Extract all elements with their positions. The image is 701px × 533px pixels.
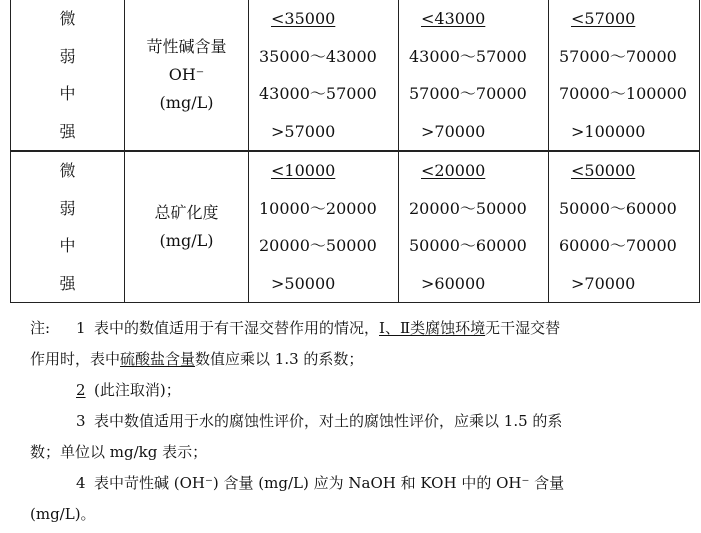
note-number: 2 bbox=[76, 381, 86, 399]
value-cell bbox=[399, 0, 549, 151]
value: <35000 bbox=[271, 9, 336, 28]
level-label: 弱 bbox=[59, 198, 76, 218]
note-text-part: 作用时，表中 bbox=[30, 350, 121, 368]
value: 35000～43000 bbox=[259, 46, 377, 66]
param-unit: (mg/L) bbox=[159, 231, 214, 250]
value: 50000～60000 bbox=[409, 236, 527, 255]
level-cell bbox=[11, 151, 125, 303]
note-4 bbox=[30, 468, 700, 499]
note-text: 数；单位以 mg/kg 表示； bbox=[30, 443, 208, 461]
note-4-continued bbox=[30, 499, 700, 530]
value-cell bbox=[249, 0, 399, 151]
level-cell bbox=[11, 0, 125, 151]
table-section-mineralization bbox=[11, 151, 700, 303]
note-text bbox=[30, 344, 700, 375]
note-2 bbox=[30, 375, 700, 406]
level-label: 中 bbox=[59, 236, 76, 255]
level-label: 强 bbox=[59, 273, 76, 293]
note-number: 3 bbox=[76, 412, 86, 430]
value: <50000 bbox=[571, 161, 636, 180]
value: <57000 bbox=[571, 9, 636, 28]
notes-label: 注: bbox=[30, 319, 51, 337]
note-text: (mg/L)。 bbox=[30, 505, 96, 523]
value-cell bbox=[549, 151, 700, 303]
value-cell bbox=[399, 151, 549, 303]
value-cell bbox=[249, 151, 399, 303]
note-number: 4 bbox=[76, 474, 86, 492]
note-1-continued bbox=[30, 344, 700, 375]
value: <10000 bbox=[271, 161, 336, 180]
value: 10000～20000 bbox=[259, 198, 377, 218]
note-text-underlined: Ⅰ、Ⅱ类腐蚀环境 bbox=[379, 319, 486, 337]
notes-section bbox=[30, 313, 700, 530]
value: >57000 bbox=[271, 121, 336, 141]
param-cell bbox=[125, 151, 249, 303]
note-text-part: 无干湿交替 bbox=[485, 319, 561, 337]
corrosion-table bbox=[10, 0, 700, 303]
value: 57000～70000 bbox=[409, 84, 527, 103]
value: 43000～57000 bbox=[259, 84, 377, 103]
value: >60000 bbox=[421, 273, 486, 293]
note-text: 表中苛性碱 (OH⁻) 含量 (mg/L) 应为 NaOH 和 KOH 中的 OH⁻ 含量 bbox=[94, 474, 565, 492]
level-label: 微 bbox=[59, 9, 76, 28]
value: >50000 bbox=[271, 273, 336, 293]
note-number: 1 bbox=[76, 319, 86, 337]
value: 57000～70000 bbox=[559, 46, 677, 66]
value: <20000 bbox=[421, 161, 486, 180]
table-section-alkali bbox=[11, 0, 700, 151]
level-label: 弱 bbox=[59, 46, 76, 66]
note-text-part: 数值应乘以 1.3 的系数； bbox=[195, 350, 364, 368]
value: >70000 bbox=[421, 121, 486, 141]
note-text: 表中数值适用于水的腐蚀性评价，对土的腐蚀性评价，应乘以 1.5 的系 bbox=[94, 412, 563, 430]
param-label: 总矿化度 bbox=[154, 203, 219, 222]
value-cell bbox=[549, 0, 700, 151]
level-label: 中 bbox=[59, 84, 76, 103]
param-label: 苛性碱含量 bbox=[146, 37, 227, 56]
note-3-continued bbox=[30, 437, 700, 468]
value: 50000～60000 bbox=[559, 198, 677, 218]
value: 43000～57000 bbox=[409, 46, 527, 66]
note-text bbox=[94, 313, 700, 344]
note-3 bbox=[30, 406, 700, 437]
note-text-underlined: 硫酸盐含量 bbox=[120, 350, 196, 368]
value: <43000 bbox=[421, 9, 486, 28]
value: 20000～50000 bbox=[409, 198, 527, 218]
note-text: (此注取消)； bbox=[94, 381, 181, 399]
value: 60000～70000 bbox=[559, 236, 677, 255]
level-label: 微 bbox=[59, 161, 76, 180]
note-text-part: 表中的数值适用于有干湿交替作用的情况， bbox=[94, 319, 380, 337]
value: >70000 bbox=[571, 273, 636, 293]
param-label: OH⁻ bbox=[168, 65, 205, 84]
value: 20000～50000 bbox=[259, 236, 377, 255]
level-label: 强 bbox=[59, 121, 76, 141]
note-1 bbox=[30, 313, 700, 344]
param-cell bbox=[125, 0, 249, 151]
value: >100000 bbox=[571, 121, 646, 141]
param-unit: (mg/L) bbox=[159, 93, 214, 112]
value: 70000～100000 bbox=[559, 84, 687, 103]
